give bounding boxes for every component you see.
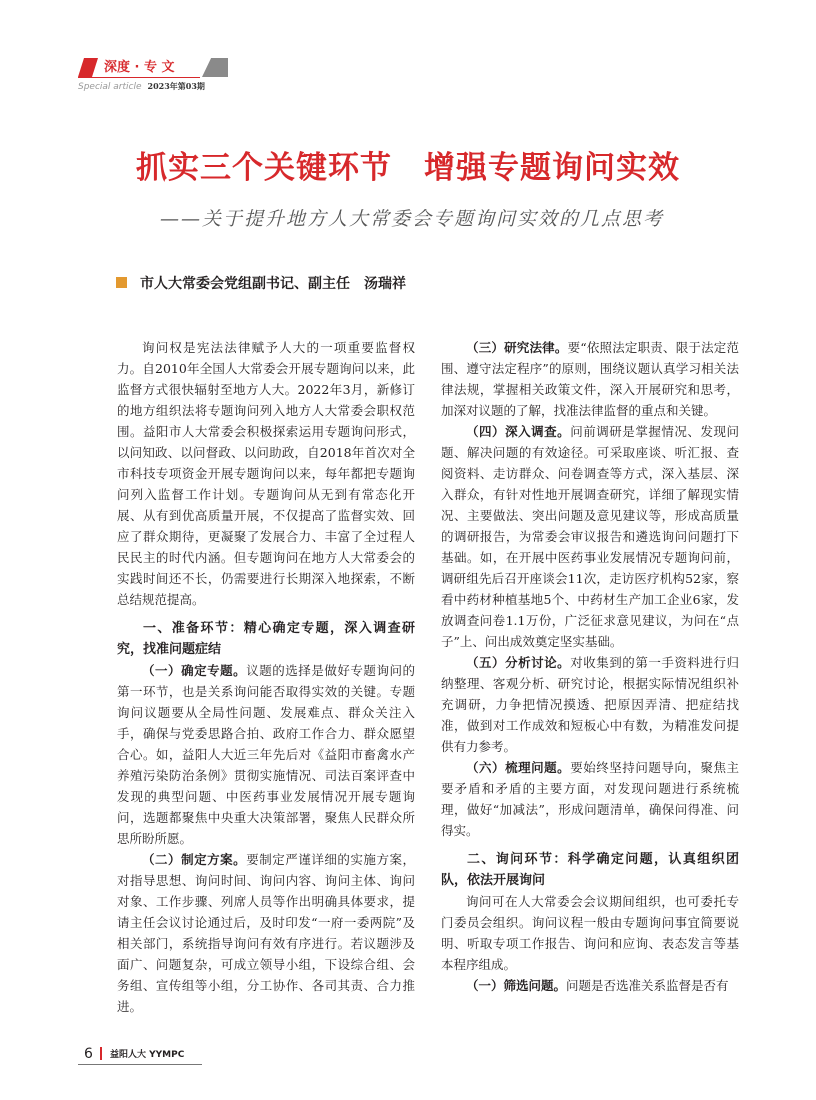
- page-number: 6: [84, 1046, 93, 1062]
- footer-rule: [78, 1064, 202, 1065]
- article-title: 抓实三个关键环节 增强专题询问实效: [136, 150, 680, 186]
- paragraph: （二）制定方案。要制定严谨详细的实施方案，对指导思想、询问时间、询问内容、询问主体、询问对象、工作步骤、列席人员等作出明确具体要求，提请主任会议讨论通过后，及时印发“一府一委两院”及相关部门，系统指导询问有效有序进行。若议题涉及面广、问题复杂，可成立领导小组，下设综合组、会务组、宣传组等小组，分工协作、各司其责、合力推进。: [117, 852, 415, 1014]
- header-rule: [78, 77, 200, 78]
- paragraph: （四）深入调查。问前调研是掌握情况、发现问题、解决问题的有效途径。可采取座谈、听汇报、查阅资料、走访群众、问卷调查等方式，深入基层、深入群众，有针对性地开展调查研究，详细了解现实情况、主要做法、突出问题及意见建议等，形成高质量的调研报告，为常委会审议报告和遴选询问问题打下基础。如，在开展中医药事业发展情况专题询问前，调研组先后召开座谈会11次，走访医疗机构52家，察看中药材种植基地5个、中药材生产加工企业6家，发放调查问卷1.1万份，广泛征求意见建议，为问在“点子”上、问出成效奠定坚实基础。: [441, 424, 739, 649]
- right-column: [441, 337, 739, 996]
- paragraph: （三）研究法律。要“依照法定职责、限于法定范围、遵守法定程序”的原则，围绕议题认真学习相关法律法规，掌握相关政策文件，深入开展研究和思考，加深对议题的了解，找准法律监督的重点和关键。: [441, 340, 739, 418]
- article-subtitle: ——关于提升地方人大常委会专题询问实效的几点思考: [160, 208, 665, 230]
- section-heading: 二、询问环节：科学确定问题，认真组织团队，依法开展询问: [441, 852, 739, 888]
- footer-label: 益阳人大 YYMPC: [110, 1050, 185, 1060]
- header-accent-gray: [202, 58, 228, 77]
- footer-accent: [100, 1047, 102, 1060]
- section-label: 深度 · 专 文: [104, 60, 175, 75]
- author-line: 市人大常委会党组副书记、副主任 汤瑞祥: [140, 276, 406, 292]
- header-accent-red: [78, 58, 98, 77]
- paragraph: 询问可在人大常委会会议期间组织，也可委托专门委员会组织。询问议程一般由专题询问事宜简要说明、听取专项工作报告、询问和应询、表态发言等基本程序组成。: [441, 894, 739, 972]
- section-heading: 一、准备环节：精心确定专题，深入调查研究，找准问题症结: [117, 621, 415, 657]
- paragraph: （六）梳理问题。要始终坚持问题导向，聚焦主要矛盾和矛盾的主要方面，对发现问题进行系统梳理，做好“加减法”，形成问题清单，确保问得准、问得实。: [441, 760, 739, 838]
- author-marker: [116, 277, 127, 288]
- paragraph: （一）筛选问题。问题是否选准关系监督是否有: [466, 978, 729, 993]
- issue-label: 2023年第03期: [147, 81, 205, 91]
- section-subtitle: Special article 2023年第03期: [78, 81, 205, 92]
- paragraph: （一）确定专题。议题的选择是做好专题询问的第一环节，也是关系询问能否取得实效的关键。专题询问议题要从全局性问题、发展难点、群众关注入手，确保与党委思路合拍、政府工作合力、群众愿望合心。如，益阳人大近三年先后对《益阳市畜禽水产养殖污染防治条例》贯彻实施情况、司法百案评查中发现的典型问题、中医药事业发展情况开展专题询问，选题都聚焦中央重大决策部署，聚焦人民群众所思所盼所愿。: [117, 663, 415, 846]
- paragraph: 询问权是宪法法律赋予人大的一项重要监督权力。自2010年全国人大常委会开展专题询问以来，此监督方式很快辐射至地方人大。2022年3月，新修订的地方组织法将专题询问列入地方人大常委会职权范围。益阳市人大常委会积极探索运用专题询问形式，以问知政、以问督政、以问助政，自2018年首次对全市科技专项资金开展专题询问以来，每年都把专题询问列入监督工作计划。专题询问从无到有常态化开展、从有到优高质量开展，不仅提高了监督实效、回应了群众期待，更凝聚了发展合力、丰富了全过程人民民主的时代内涵。但专题询问在地方人大常委会的实践时间还不长，仍需要进行长期深入地探索，不断总结规范提高。: [117, 340, 415, 607]
- paragraph: （五）分析讨论。对收集到的第一手资料进行归纳整理、客观分析、研究讨论，根据实际情况组织补充调研，力争把情况摸透、把原因弄清、把症结找准，做到对工作成效和短板心中有数，为精准发问提供有力参考。: [441, 655, 739, 754]
- left-column: [117, 337, 415, 1017]
